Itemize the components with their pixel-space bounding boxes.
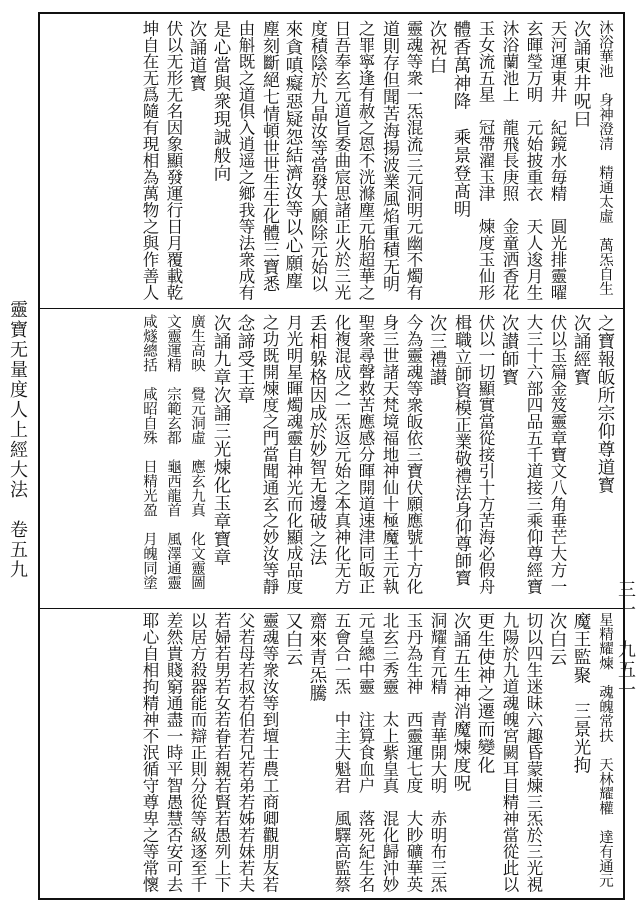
text-column: 之功既開煉度之門當聞通玄之妙汝等靜 [260, 314, 279, 595]
text-column: 次讃師寳 [499, 314, 519, 386]
text-column: 聖衆尋聲救苦應感分暉開道速津同皈正 [356, 314, 375, 595]
text-column: 楫職立師資模正業敬禮法身仰尊師寳 [451, 314, 471, 586]
text-column: 次白云 [547, 612, 567, 666]
text-column: 坤自在无爲隨有現相為萬物之與作善人 [140, 20, 159, 301]
text-column: 塵刻斷絕七情頓世世生生化體三寶悉 [259, 20, 279, 292]
text-column: 靈魂等衆一炁混流三元洞明元幽不燭有 [404, 20, 423, 301]
text-column: 化複混成之一炁返元始之本真神化无方 [332, 314, 351, 595]
text-column: 伏以无形无名因象顯發運行日月覆載乾 [164, 20, 183, 301]
text-column: 大三十六部四品五千道接三乘仰尊經寶 [524, 314, 543, 595]
text-column: 更生使神之遷而變化 [475, 612, 495, 774]
text-column: 差然貴賤窮通盡一時平智愚慧否安可去 [164, 612, 183, 893]
text-column: 北玄三秀靈 太上紫皇真 混化歸沖妙 [380, 612, 399, 893]
text-column: 之罪寧逢有赦之恩不洸滌塵元胎超華之 [356, 20, 375, 301]
page-frame [38, 12, 625, 900]
text-column: 耶心自相拘精神不泯循守尊卑之等常懷 [140, 612, 159, 893]
text-column: 次三禮讃 [427, 314, 447, 386]
text-column: 以居方殺器能而辯正則分從等級逐至千 [188, 612, 207, 893]
text-column: 次誦道寳 [187, 20, 207, 92]
text-column: 沐浴蘭池上 龍飛長庚照 金童洒香花 [500, 20, 519, 301]
left-margin-note: 靈寶无量度人上經大法 卷五九 [7, 300, 28, 580]
text-column: 星精耀煉 魂魄常扶 天林耀權 達有通元 [597, 612, 613, 888]
text-column: 日吾奉玄元道旨委曲宸思諸正火於三光 [332, 20, 351, 301]
text-column: 丢相躲格因成於妙智无邊破之法 [307, 314, 327, 566]
text-column: 次誦東井呪曰 [571, 20, 591, 128]
text-column: 體香萬神降 乘景登髙明 [451, 20, 471, 218]
text-column: 九陽於九道魂魄宮闕耳目精神當從此以 [500, 612, 519, 893]
text-column: 玉丹為生神 西靈運七度 大眇礦華英 [404, 612, 423, 893]
text-panel-top [46, 20, 617, 302]
text-column: 玉女流五星 冠帶濯玉津 煉度玉仙形 [476, 20, 495, 301]
text-column: 文靈運精 宗範玄都 龜西龍首 風澤通靈 [165, 314, 181, 590]
text-column: 若婦若男若女若眷若親若賢若愚列上下 [212, 612, 231, 893]
text-column: 又白云 [283, 612, 303, 666]
text-column: 洞耀育元精 青華開大明 赤明布三炁 [428, 612, 447, 893]
text-column: 伏以玉篇金笈靈章寶文八角垂芒大方一 [548, 314, 567, 595]
text-column: 廣生高映 覺元洞虛 應玄九真 化文靈圖 [189, 314, 205, 590]
right-margin-note: 三一 九五一 [615, 580, 636, 700]
text-column: 來貪嗔癡惡疑怨結濟汝等以心願塵 [283, 20, 303, 290]
panel-divider [40, 608, 623, 609]
text-column: 次誦九章次誦三光煉化玉章寶章 [211, 314, 231, 566]
text-column: 次誦五生神消魔煉度呪 [451, 612, 471, 792]
text-column: 道則存但聞苦海揚波業風焰重積无明 [379, 20, 399, 292]
text-column: 次誦經寳 [571, 314, 591, 386]
text-column: 齋來青炁騰 [307, 612, 327, 702]
text-column: 沐浴華池 身神澄清 精通太虛 萬炁自生 [597, 20, 613, 296]
text-column: 由斛既之道俱入逍遥之鄉我等法衆成有 [236, 20, 255, 301]
text-column: 伏以一切顯實當從接引十方苦海必假舟 [476, 314, 495, 595]
text-column: 魔王監聚 三景光拘 [571, 612, 591, 774]
text-panel-bottom [46, 612, 617, 894]
text-column: 咸燧總括 咸昭自殊 日精光盈 月魄同塗 [141, 314, 157, 590]
text-column: 月光明星暉燭魂靈自神光而化顯成品度 [284, 314, 303, 595]
text-column: 五會合一炁 中主大魁君 風驛高監蔡 [332, 612, 351, 893]
text-column: 切以四生迷昧六趣昏蒙煉三炁於三光視 [524, 612, 543, 893]
text-column: 身三世諸天梵境福地神仙十極魔王元執 [380, 314, 399, 595]
text-column: 度積陰於九晶汝等當發大願除元始以 [307, 20, 327, 292]
text-panel-middle [46, 314, 617, 596]
text-column: 今為靈魂等衆皈依三寶伏願應號十方化 [404, 314, 423, 595]
text-column: 父若母若叔若伯若兄若弟若姊若妹若夫 [236, 612, 255, 893]
text-column: 念諦受王章 [235, 314, 255, 404]
text-column: 靈魂等衆汝等到壇士農工商卿觀朋友若 [260, 612, 279, 893]
text-column: 天河運東井 紀鏡水毎精 圓光排靈曜 [548, 20, 567, 301]
text-column: 次祝白 [427, 20, 447, 74]
text-column: 元皇總中靈 注算食血户 落死紀生名 [356, 612, 375, 893]
text-column: 之寶報皈所宗仰尊道寳 [595, 314, 615, 494]
text-column: 玄暉瑩万明 元始披重衣 天人逡月生 [524, 20, 543, 301]
panel-divider [40, 308, 623, 309]
text-column: 是心當與衆現誠般向 [211, 20, 231, 182]
